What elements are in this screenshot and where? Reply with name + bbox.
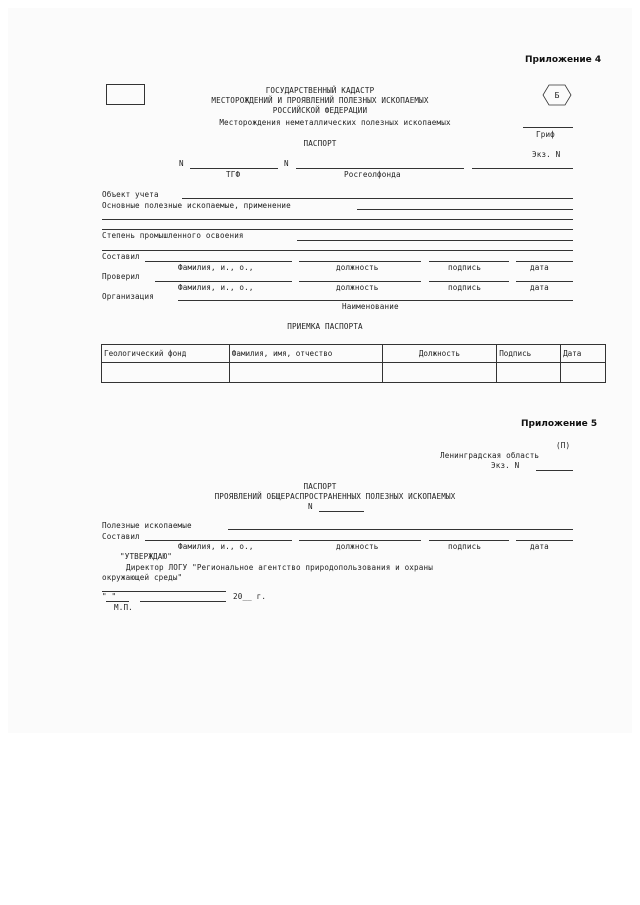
grif-line bbox=[523, 127, 573, 128]
object-label: Объект учета bbox=[102, 190, 159, 199]
annex-5-title: Приложение 5 bbox=[521, 419, 598, 429]
header-line-3: РОССИЙСКОЙ ФЕДЕРАЦИИ bbox=[272, 106, 368, 115]
checked-position-caption: должность bbox=[336, 283, 379, 292]
checked-signature-field[interactable] bbox=[429, 281, 509, 282]
header-line-1: ГОСУДАРСТВЕННЫЙ КАДАСТР bbox=[265, 86, 375, 95]
checked-signature-caption: подпись bbox=[448, 283, 482, 292]
cell-date[interactable] bbox=[561, 363, 606, 383]
classification-letter: Б bbox=[554, 91, 560, 100]
grif-label: Гриф bbox=[536, 130, 555, 139]
checked-fio-field[interactable] bbox=[155, 281, 292, 282]
compiled-fio-caption: Фамилия, и., о., bbox=[178, 263, 254, 272]
acceptance-table bbox=[101, 344, 606, 383]
checked-date-caption: дата bbox=[530, 283, 549, 292]
checked-fio-caption: Фамилия, и., о., bbox=[178, 283, 254, 292]
annex5-signature-field[interactable] bbox=[429, 540, 509, 541]
annex5-compiled-label: Составил bbox=[102, 532, 140, 541]
annex5-copy-label: Экз. N bbox=[491, 461, 520, 470]
annex5-copy-field[interactable] bbox=[536, 470, 573, 471]
stamp-place-label: М.П. bbox=[114, 603, 133, 612]
acceptance-table-row bbox=[102, 363, 606, 383]
header-line-2: МЕСТОРОЖДЕНИЙ И ПРОЯВЛЕНИЙ ПОЛЕЗНЫХ ИСКОПАЕМЫХ bbox=[211, 96, 429, 105]
development-label: Степень промышленного освоения bbox=[102, 231, 244, 240]
annex5-subtitle: ПРОЯВЛЕНИЙ ОБЩЕРАСПРОСТРАНЕННЫХ ПОЛЕЗНЫХ ИСКОПАЕМЫХ bbox=[214, 492, 456, 501]
compiled-signature-caption: подпись bbox=[448, 263, 482, 272]
approval-signature-field[interactable] bbox=[102, 591, 226, 592]
object-field[interactable] bbox=[182, 198, 573, 199]
director-line-2: окружающей среды" bbox=[102, 573, 183, 582]
annex-4-title: Приложение 4 bbox=[525, 55, 602, 65]
checked-position-field[interactable] bbox=[299, 281, 421, 282]
approval-day-field[interactable] bbox=[106, 601, 129, 602]
tgf-caption: ТГФ bbox=[226, 170, 241, 179]
approval-date-quotes: " " bbox=[102, 592, 117, 601]
minerals-field[interactable] bbox=[357, 209, 573, 210]
annex5-mark: (П) bbox=[556, 441, 571, 450]
number-sign-rosgeo: N bbox=[284, 159, 289, 168]
annex5-position-caption: должность bbox=[336, 542, 379, 551]
cell-signature[interactable] bbox=[497, 363, 561, 383]
rosgeo-number-field[interactable] bbox=[296, 168, 464, 169]
compiled-position-field[interactable] bbox=[299, 261, 421, 262]
annex5-fio-field[interactable] bbox=[145, 540, 292, 541]
checked-date-field[interactable] bbox=[516, 281, 573, 282]
compiled-date-field[interactable] bbox=[516, 261, 573, 262]
cell-fio[interactable] bbox=[229, 363, 382, 383]
annex5-minerals-field[interactable] bbox=[228, 529, 573, 530]
annex5-region: Ленинградская область bbox=[440, 451, 540, 460]
annex5-position-field[interactable] bbox=[299, 540, 421, 541]
annex5-passport-label: ПАСПОРТ bbox=[303, 482, 337, 491]
rosgeo-caption: Росгеолфонда bbox=[344, 170, 401, 179]
approve-label: "УТВЕРЖДАЮ" bbox=[120, 552, 172, 561]
tgf-number-field[interactable] bbox=[190, 168, 278, 169]
compiled-label: Составил bbox=[102, 252, 140, 261]
compiled-position-caption: должность bbox=[336, 263, 379, 272]
development-field[interactable] bbox=[297, 240, 573, 241]
acceptance-title: ПРИЕМКА ПАСПОРТА bbox=[287, 322, 363, 331]
annex5-fio-caption: Фамилия, и., о., bbox=[178, 542, 254, 551]
organization-field[interactable] bbox=[178, 300, 573, 301]
cell-geofund[interactable] bbox=[102, 363, 230, 383]
col-position: Должность bbox=[382, 345, 497, 363]
col-fio: Фамилия, имя, отчество bbox=[229, 345, 382, 363]
passport-label: ПАСПОРТ bbox=[303, 139, 337, 148]
minerals-field-3[interactable] bbox=[102, 229, 573, 230]
approval-year: 20__ г. bbox=[233, 592, 267, 601]
annex5-date-field[interactable] bbox=[516, 540, 573, 541]
approval-month-field[interactable] bbox=[140, 601, 226, 602]
copy-number-field[interactable] bbox=[472, 168, 573, 169]
col-signature: Подпись bbox=[497, 345, 561, 363]
annex5-number-field[interactable] bbox=[319, 511, 364, 512]
cell-position[interactable] bbox=[382, 363, 497, 383]
compiled-date-caption: дата bbox=[530, 263, 549, 272]
header-line-4: Месторождения неметаллических полезных ископаемых bbox=[219, 118, 451, 127]
col-geofund: Геологический фонд bbox=[102, 345, 230, 363]
stamp-box bbox=[106, 84, 145, 105]
acceptance-table-header bbox=[102, 345, 606, 363]
col-date: Дата bbox=[561, 345, 606, 363]
development-field-2[interactable] bbox=[102, 250, 573, 251]
annex5-date-caption: дата bbox=[530, 542, 549, 551]
minerals-label: Основные полезные ископаемые, применение bbox=[102, 201, 291, 210]
classification-hexagon-icon bbox=[542, 84, 572, 106]
organization-caption: Наименование bbox=[342, 302, 399, 311]
annex5-number-sign: N bbox=[308, 502, 313, 511]
compiled-signature-field[interactable] bbox=[429, 261, 509, 262]
annex5-minerals-label: Полезные ископаемые bbox=[102, 521, 192, 530]
organization-label: Организация bbox=[102, 292, 154, 301]
number-sign-tgf: N bbox=[179, 159, 184, 168]
annex5-signature-caption: подпись bbox=[448, 542, 482, 551]
director-line-1: Директор ЛОГУ "Региональное агентство природопользования и охраны bbox=[126, 563, 433, 572]
checked-label: Проверил bbox=[102, 272, 140, 281]
copy-label: Экз. N bbox=[532, 150, 561, 159]
compiled-fio-field[interactable] bbox=[145, 261, 292, 262]
minerals-field-2[interactable] bbox=[102, 219, 573, 220]
